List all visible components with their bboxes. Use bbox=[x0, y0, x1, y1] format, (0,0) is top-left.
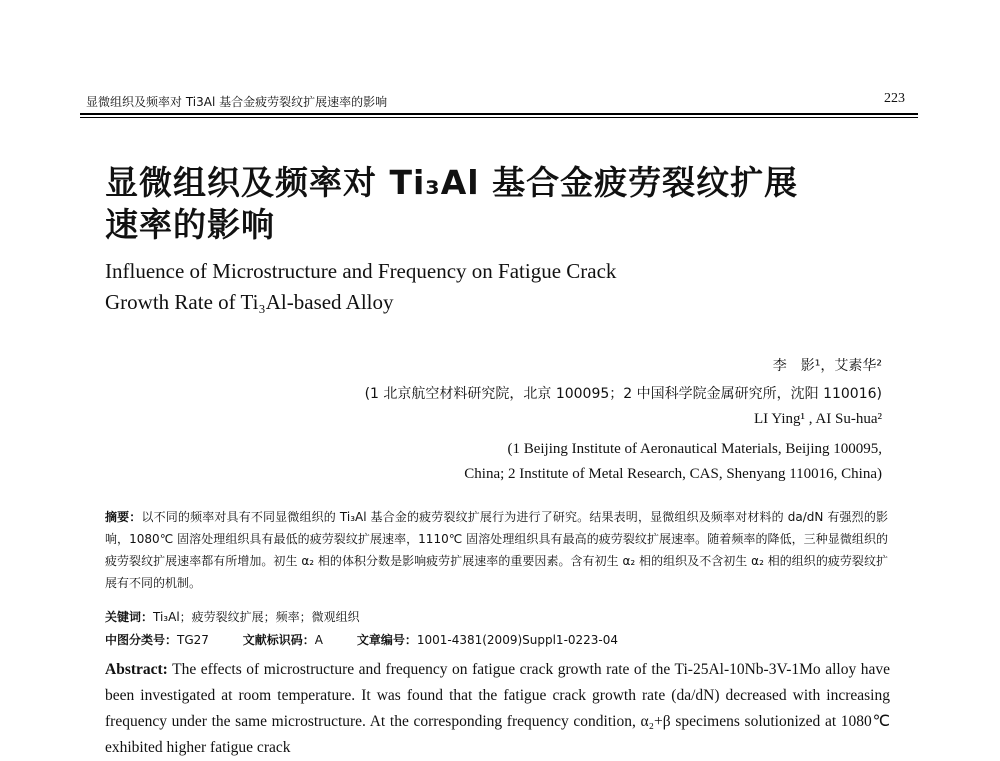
title-en-line2: Growth Rate of Ti₃Al-based Alloy bbox=[105, 290, 394, 314]
affiliation-english bbox=[464, 437, 882, 487]
abstract-en-label: Abstract: bbox=[105, 661, 168, 678]
affiliation-en-line2: China; 2 Institute of Metal Research, CAS, Shenyang 110016, China) bbox=[464, 466, 882, 482]
affiliation-en-line1: (1 Beijing Institute of Aeronautical Materials, Beijing 100095, bbox=[507, 441, 882, 457]
running-title: 显微组织及频率对 Ti3Al 基合金疲劳裂纹扩展速率的影响 bbox=[86, 95, 388, 109]
header-rule-thin bbox=[80, 117, 918, 118]
header-rule-thick bbox=[80, 113, 918, 115]
abstract-english bbox=[105, 657, 890, 761]
title-cn-line2: 速率的影响 bbox=[105, 205, 275, 244]
keywords bbox=[105, 608, 360, 625]
keywords-label: 关键词： bbox=[105, 610, 154, 624]
authors-chinese: 李 影¹，艾素华² bbox=[772, 358, 882, 374]
article-no-label: 文章编号： bbox=[356, 633, 417, 647]
abstract-chinese bbox=[105, 506, 888, 594]
article-no-value: 1001-4381(2009)Suppl1-0223-04 bbox=[416, 633, 619, 647]
title-english bbox=[105, 256, 825, 318]
abstract-en-text: The effects of microstructure and frequency on fatigue crack growth rate of the Ti-25Al-10Nb-3V-1Mo alloy have been investigated at room temperature. It was found that the fatigue crack growth rate (da/dN) decreased with increasing frequency under the same microstructure. At the corresponding frequency condition, α₂+β specimens solutionized at 1080℃ exhibited higher fatigue crack bbox=[105, 661, 890, 756]
title-cn-line1: 显微组织及频率对 Ti₃Al 基合金疲劳裂纹扩展 bbox=[105, 163, 799, 202]
affiliation-chinese: (1 北京航空材料研究院，北京 100095；2 中国科学院金属研究所，沈阳 110016) bbox=[364, 386, 882, 402]
abstract-cn-label: 摘要： bbox=[105, 510, 142, 524]
title-chinese bbox=[105, 162, 825, 246]
authors-english: LI Ying¹ , AI Su-hua² bbox=[753, 411, 882, 427]
keywords-text: Ti₃Al；疲劳裂纹扩展；频率；微观组织 bbox=[153, 610, 360, 624]
title-en-line1: Influence of Microstructure and Frequency on Fatigue Crack bbox=[105, 259, 617, 283]
page-number: 223 bbox=[884, 91, 905, 106]
abstract-cn-text: 以不同的频率对具有不同显微组织的 Ti₃Al 基合金的疲劳裂纹扩展行为进行了研究。结果表明，显微组织及频率对材料的 da/dN 有强烈的影响，1080℃ 固溶处理组织具有最低的疲劳裂纹扩展速率，1110℃ 固溶处理组织具有最高的疲劳裂纹扩展速率。随着频率的降低，三种显微组织的疲劳裂纹扩展速率都有所增加。初生 α₂ 相的体积分数是影响疲劳扩展速率的重要因素。含有初生 α₂ 相的组织及不含初生 α₂ 相的组织的疲劳裂纹扩展有不同的机制。 bbox=[105, 510, 888, 590]
classification-line bbox=[105, 631, 648, 648]
doc-code-value: A bbox=[314, 633, 323, 647]
doc-code-label: 文献标识码： bbox=[242, 633, 315, 647]
clc-label: 中图分类号： bbox=[105, 633, 178, 647]
clc-value: TG27 bbox=[177, 633, 209, 647]
